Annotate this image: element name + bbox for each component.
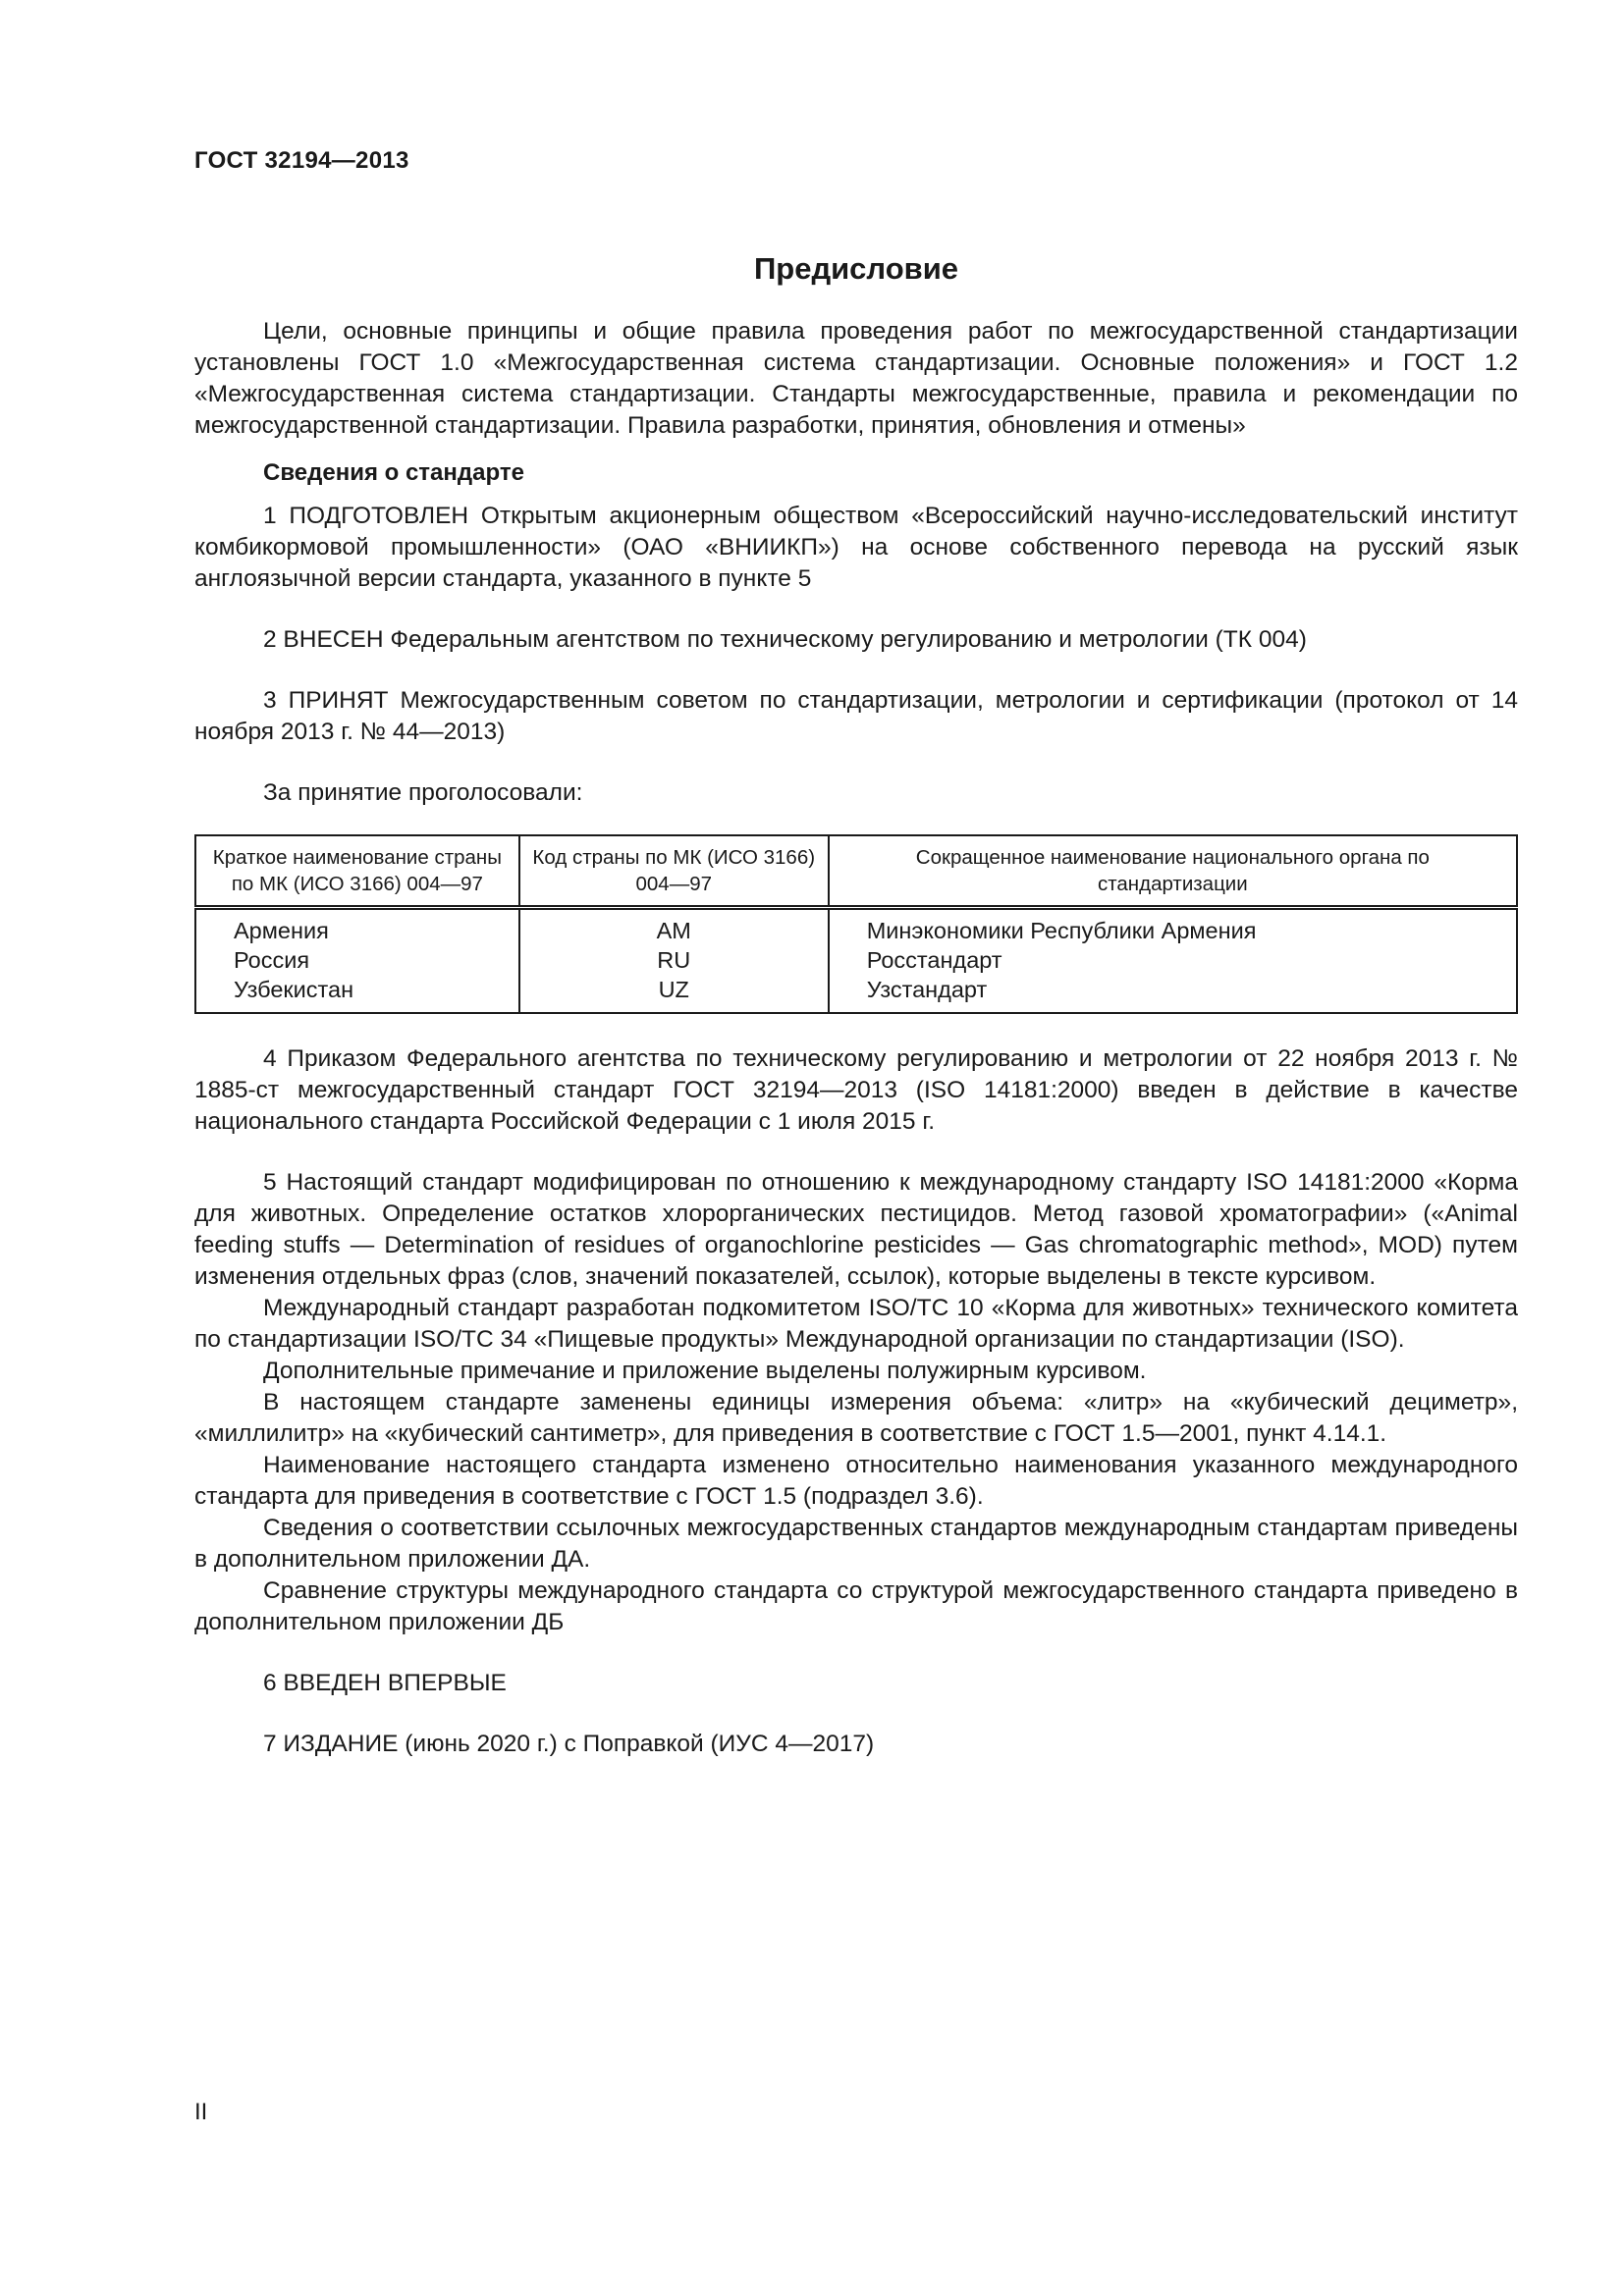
page-title: Предисловие bbox=[753, 251, 958, 286]
country-name: Россия bbox=[234, 947, 310, 973]
country-names-cell bbox=[195, 908, 519, 1014]
item-6-introduced: 6 ВВЕДЕН ВПЕРВЫЕ bbox=[263, 1670, 507, 1696]
item-5-references: Сведения о соответствии ссылочных межгосударственных стандартов международным стандартам приведены в дополнительном приложении ДА. bbox=[194, 1515, 1518, 1573]
national-body: Росстандарт bbox=[866, 947, 1002, 973]
country-code: RU bbox=[657, 947, 691, 973]
header-country-code: Код страны по МК (ИСО 3166) 004—97 bbox=[519, 835, 829, 908]
country-code: UZ bbox=[658, 977, 689, 1002]
national-bodies-cell bbox=[829, 908, 1517, 1014]
vote-table-header-row bbox=[195, 835, 1517, 908]
country-name: Армения bbox=[234, 918, 329, 943]
table-row bbox=[195, 908, 1517, 1014]
item-2-submitted: 2 ВНЕСЕН Федеральным агентством по техническому регулированию и метрологии (ТК 004) bbox=[263, 626, 1307, 653]
document-page bbox=[194, 147, 1518, 1760]
item-1-prepared: 1 ПОДГОТОВЛЕН Открытым акционерным обществом «Всероссийский научно-исследовательский институт комбикормовой промышленности» (ОАО «ВНИИКП») на основе собственного перевода на русский язык англоязычной версии стандарта, указанного в пункте 5 bbox=[194, 503, 1518, 592]
national-body: Узстандарт bbox=[866, 977, 988, 1002]
item-5-units: В настоящем стандарте заменены единицы измерения объема: «литр» на «кубический дециметр», «миллилитр» на «кубический сантиметр», для приведения в соответствие с ГОСТ 1.5—2001, пункт 4.14.1. bbox=[194, 1389, 1518, 1447]
item-5-developer: Международный стандарт разработан подкомитетом ISO/TC 10 «Корма для животных» технического комитета по стандартизации ISO/TC 34 «Пищевые продукты» Международной организации по стандартизации (ISO). bbox=[194, 1295, 1518, 1353]
item-5-name-change: Наименование настоящего стандарта изменено относительно наименования указанного международного стандарта для приведения в соответствие с ГОСТ 1.5 (подраздел 3.6). bbox=[194, 1452, 1518, 1510]
header-national-body: Сокращенное наименование национального органа по стандартизации bbox=[829, 835, 1517, 908]
document-code: ГОСТ 32194—2013 bbox=[194, 147, 409, 174]
section-subheading: Сведения о стандарте bbox=[263, 459, 524, 486]
country-name: Узбекистан bbox=[234, 977, 354, 1002]
item-5-structure: Сравнение структуры международного стандарта со структурой межгосударственного стандарта приведено в дополнительном приложении ДБ bbox=[194, 1577, 1518, 1635]
national-body: Минэкономики Республики Армения bbox=[866, 918, 1257, 943]
item-5-modified: 5 Настоящий стандарт модифицирован по отношению к международному стандарту ISO 14181:2000 «Корма для животных. Определение остатков хлорорганических пестицидов. Метод газовой хроматографии» («Animal feeding stuffs — Determination of residues of organochlorine pesticides — Gas chromatographic method», MOD) путем изменения отдельных фраз (слов, значений показателей, ссылок), которые выделены в тексте курсивом. bbox=[194, 1169, 1518, 1290]
country-codes-cell bbox=[519, 908, 829, 1014]
intro-paragraph: Цели, основные принципы и общие правила проведения работ по межгосударственной стандартизации установлены ГОСТ 1.0 «Межгосударственная система стандартизации. Основные положения» и ГОСТ 1.2 «Межгосударственная система стандартизации. Стандарты межгосударственные, правила и рекомендации по межгосударственной стандартизации. Правила разработки, принятия, обновления и отмены» bbox=[194, 318, 1518, 439]
page-number: II bbox=[194, 2099, 208, 2125]
vote-intro: За принятие проголосовали: bbox=[263, 779, 583, 806]
header-country-name: Краткое наименование страны по МК (ИСО 3166) 004—97 bbox=[195, 835, 519, 908]
country-code: AM bbox=[656, 918, 691, 943]
item-3-adopted: 3 ПРИНЯТ Межгосударственным советом по стандартизации, метрологии и сертификации (протокол от 14 ноября 2013 г. № 44—2013) bbox=[194, 687, 1518, 745]
item-5-additional-note: Дополнительные примечание и приложение выделены полужирным курсивом. bbox=[263, 1358, 1147, 1384]
vote-table bbox=[194, 834, 1518, 1014]
item-4-order: 4 Приказом Федерального агентства по техническому регулированию и метрологии от 22 ноября 2013 г. № 1885-ст межгосударственный стандарт ГОСТ 32194—2013 (ISO 14181:2000) введен в действие в качестве национального стандарта Российской Федерации с 1 июля 2015 г. bbox=[194, 1045, 1518, 1135]
item-7-edition: 7 ИЗДАНИЕ (июнь 2020 г.) с Поправкой (ИУС 4—2017) bbox=[263, 1731, 875, 1757]
